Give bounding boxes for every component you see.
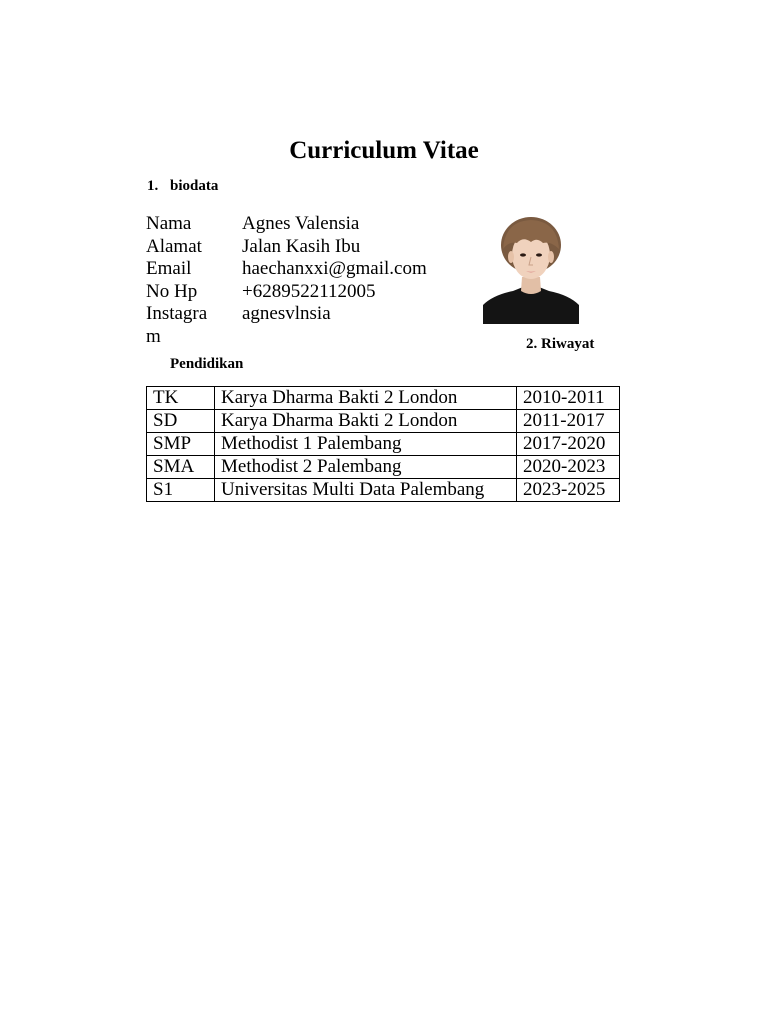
education-years: 2017-2020 — [517, 433, 620, 456]
section-heading-pendidikan: Pendidikan — [170, 356, 244, 372]
education-years: 2011-2017 — [517, 410, 620, 433]
biodata-label: Email — [146, 258, 192, 279]
education-school: Universitas Multi Data Palembang — [215, 479, 517, 502]
biodata-label: Alamat — [146, 235, 202, 257]
table-row — [147, 387, 620, 410]
education-school: Methodist 1 Palembang — [215, 433, 517, 456]
biodata-value: haechanxxi@gmail.com — [242, 258, 427, 279]
education-years: 2023-2025 — [517, 479, 620, 502]
biodata-label: Instagram — [146, 303, 208, 347]
table-row — [147, 410, 620, 433]
education-years: 2010-2011 — [517, 387, 620, 410]
education-school: Karya Dharma Bakti 2 London — [215, 410, 517, 433]
education-level: TK — [147, 387, 215, 410]
biodata-value: Agnes Valensia — [242, 213, 360, 234]
section-heading-biodata — [147, 178, 218, 195]
education-school: Methodist 2 Palembang — [215, 456, 517, 479]
table-row — [147, 433, 620, 456]
table-row — [147, 456, 620, 479]
profile-photo-icon — [483, 215, 579, 324]
education-level: S1 — [147, 479, 215, 502]
profile-photo — [483, 215, 579, 324]
education-table — [146, 386, 620, 502]
section-heading-riwayat: 2. Riwayat — [526, 336, 595, 352]
section-label: biodata — [170, 178, 219, 194]
biodata-value: +6289522112005 — [242, 280, 376, 302]
page-title: Curriculum Vitae — [289, 137, 479, 164]
education-level: SD — [147, 410, 215, 433]
education-years: 2020-2023 — [517, 456, 620, 479]
table-row — [147, 479, 620, 502]
section-number: 1. — [147, 178, 159, 194]
education-school: Karya Dharma Bakti 2 London — [215, 387, 517, 410]
education-level: SMP — [147, 433, 215, 456]
biodata-label: Nama — [146, 213, 192, 234]
biodata-value: agnesvlnsia — [242, 303, 331, 324]
biodata-label: No Hp — [146, 280, 198, 302]
education-level: SMA — [147, 456, 215, 479]
biodata-value: Jalan Kasih Ibu — [242, 235, 361, 257]
